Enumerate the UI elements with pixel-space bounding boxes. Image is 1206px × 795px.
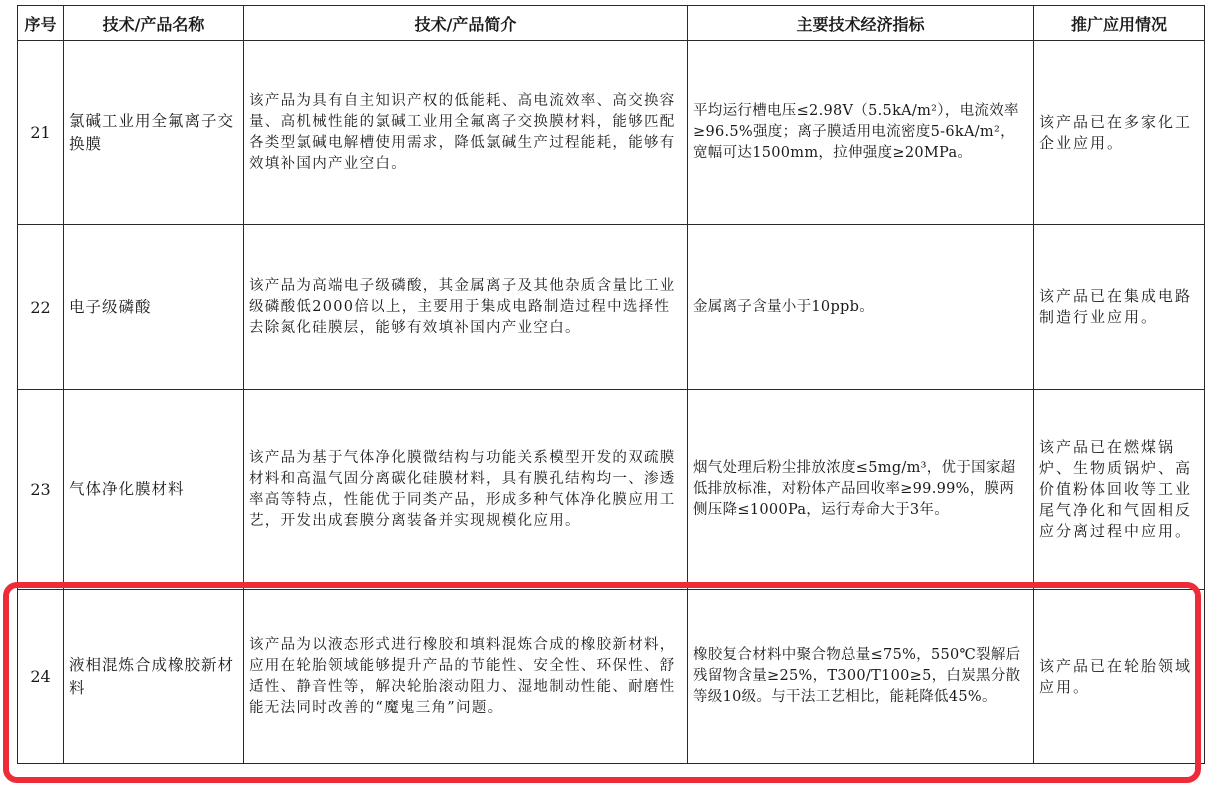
row-number: 22 <box>18 225 64 390</box>
technical-indicators: 平均运行槽电压≤2.98V（5.5kA/m²），电流效率≥96.5%强度；离子膜适用电流密度5-6kA/m²，宽幅可达1500mm，拉伸强度≥20MPa。 <box>688 41 1034 225</box>
application-status: 该产品已在集成电路制造行业应用。 <box>1034 225 1205 390</box>
table-row <box>18 225 1205 390</box>
table-row <box>18 390 1205 590</box>
header-row <box>18 6 1205 41</box>
technical-indicators: 金属离子含量小于10ppb。 <box>688 225 1034 390</box>
application-status: 该产品已在燃煤锅炉、生物质锅炉、高价值粉体回收等工业尾气净化和气固相反应分离过程中应用。 <box>1034 390 1205 590</box>
header-desc: 技术/产品简介 <box>244 6 688 41</box>
technical-indicators: 烟气处理后粉尘排放浓度≤5mg/m³，优于国家超低排放标准，对粉体产品回收率≥99.99%，膜两侧压降≤1000Pa，运行寿命大于3年。 <box>688 390 1034 590</box>
header-no: 序号 <box>18 6 64 41</box>
product-description: 该产品为基于气体净化膜微结构与功能关系模型开发的双疏膜材料和高温气固分离碳化硅膜材料，具有膜孔结构均一、渗透率高等特点，性能优于同类产品，形成多种气体净化膜应用工艺，开发出成套膜分离装备并实现规模化应用。 <box>244 390 688 590</box>
header-application: 推广应用情况 <box>1034 6 1205 41</box>
product-name: 氯碱工业用全氟离子交换膜 <box>64 41 244 225</box>
product-description: 该产品为高端电子级磷酸，其金属离子及其他杂质含量比工业级磷酸低2000倍以上，主要用于集成电路制造过程中选择性去除氮化硅膜层，能够有效填补国内产业空白。 <box>244 225 688 390</box>
application-status: 该产品已在轮胎领域应用。 <box>1034 590 1205 764</box>
application-status: 该产品已在多家化工企业应用。 <box>1034 41 1205 225</box>
row-number: 23 <box>18 390 64 590</box>
technical-indicators: 橡胶复合材料中聚合物总量≤75%，550℃裂解后残留物含量≥25%，T300/T100≥5，白炭黑分散等级10级。与干法工艺相比，能耗降低45%。 <box>688 590 1034 764</box>
table-row <box>18 590 1205 764</box>
row-number: 24 <box>18 590 64 764</box>
row-number: 21 <box>18 41 64 225</box>
product-description: 该产品为具有自主知识产权的低能耗、高电流效率、高交换容量、高机械性能的氯碱工业用全氟离子交换膜材料，能够匹配各类型氯碱电解槽使用需求，降低氯碱生产过程能耗，能够有效填补国内产业空白。 <box>244 41 688 225</box>
header-indicators: 主要技术经济指标 <box>688 6 1034 41</box>
product-name: 气体净化膜材料 <box>64 390 244 590</box>
catalog-table <box>17 5 1205 764</box>
product-name: 电子级磷酸 <box>64 225 244 390</box>
product-description: 该产品为以液态形式进行橡胶和填料混炼合成的橡胶新材料，应用在轮胎领域能够提升产品的节能性、安全性、环保性、舒适性、静音性等，解决轮胎滚动阻力、湿地制动性能、耐磨性能无法同时改善的“魔鬼三角”问题。 <box>244 590 688 764</box>
header-name: 技术/产品名称 <box>64 6 244 41</box>
product-name: 液相混炼合成橡胶新材料 <box>64 590 244 764</box>
table-row <box>18 41 1205 225</box>
